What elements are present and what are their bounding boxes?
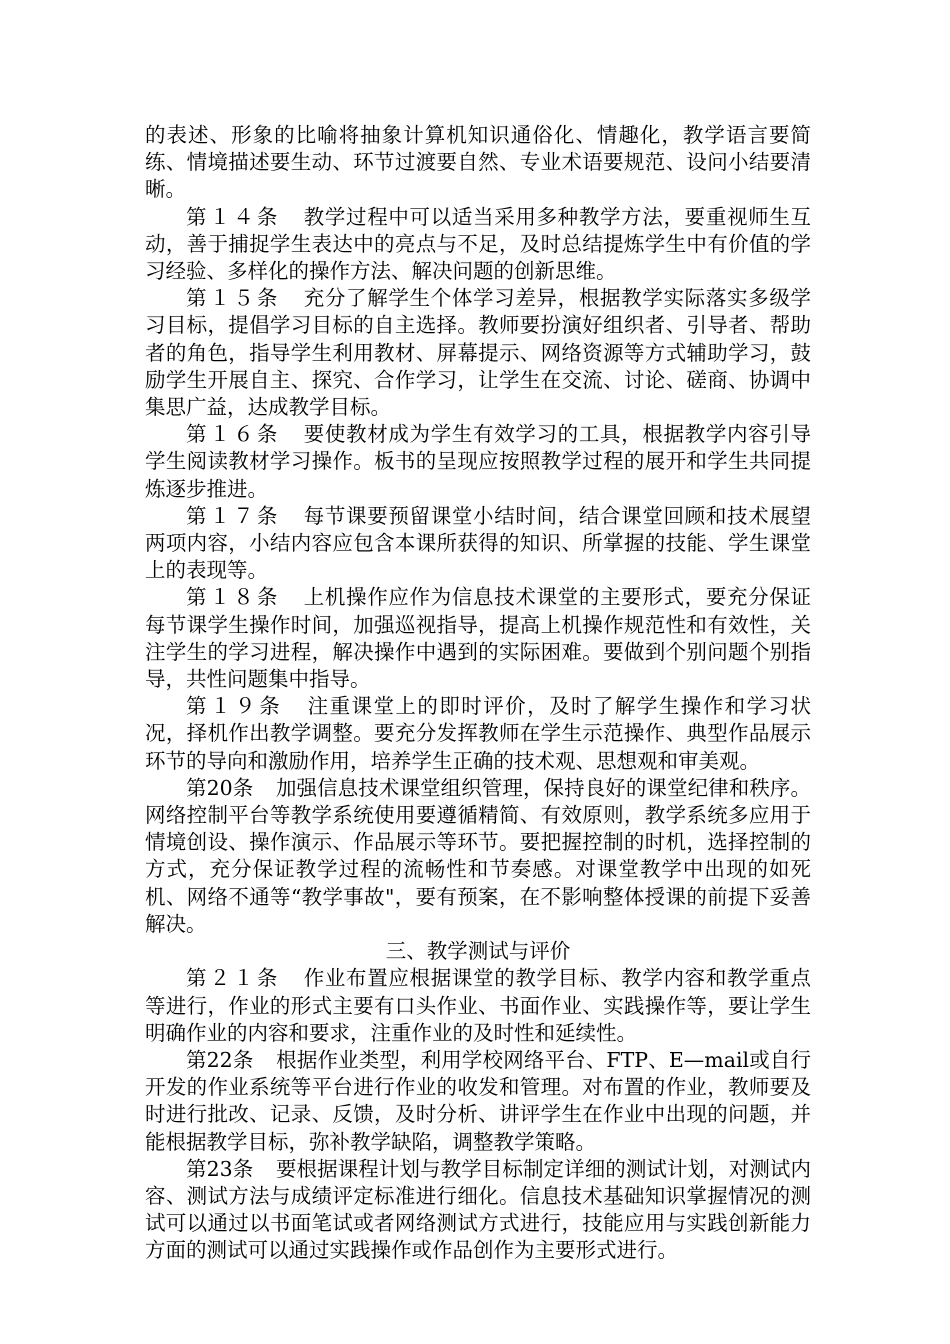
article-20 bbox=[145, 775, 811, 938]
article-number: 第１５条 bbox=[186, 286, 281, 311]
article-text: 上机操作应作为信息技术课堂的主要形式，要充分保证每节课学生操作时间，加强巡视指导，提高上机操作规范性和有效性，关注学生的学习进程，解决操作中遇到的实际困难。要做到个别问题个别指导，共性问题集中指导。 bbox=[145, 585, 811, 692]
article-number: 第１８条 bbox=[186, 585, 281, 610]
article-16 bbox=[145, 421, 811, 503]
article-number: 第22条 bbox=[186, 1047, 254, 1072]
article-19 bbox=[145, 693, 811, 775]
article-text: 充分了解学生个体学习差异，根据教学实际落实多级学习目标，提倡学习目标的自主选择。教师要扮演好组织者、引导者、帮助者的角色，指导学生利用教材、屏幕提示、网络资源等方式辅助学习，鼓励学生开展自主、探究、合作学习，让学生在交流、讨论、磋商、协调中集思广益，达成教学目标。 bbox=[145, 286, 811, 420]
article-number: 第１７条 bbox=[186, 503, 281, 528]
article-number: 第１６条 bbox=[186, 422, 281, 447]
article-text: 加强信息技术课堂组织管理，保持良好的课堂纪律和秩序。网络控制平台等教学系统使用要遵循精简、有效原则，教学系统多应用于情境创设、操作演示、作品展示等环节。要把握控制的时机，选择控制的方式，充分保证教学过程的流畅性和节奏感。对课堂教学中出现的如死机、网络不通等“教学事故"，要有预案，在不影响整体授课的前提下妥善解决。 bbox=[145, 775, 812, 936]
article-22 bbox=[145, 1047, 811, 1156]
intro-paragraph: 的表述、形象的比喻将抽象计算机知识通俗化、情趣化，教学语言要简练、情境描述要生动、环节过渡要自然、专业术语要规范、设问小结要清晰。 bbox=[145, 123, 811, 202]
article-number: 第１４条 bbox=[186, 204, 281, 229]
article-18 bbox=[145, 584, 811, 693]
section-heading: 三、教学测试与评价 bbox=[385, 939, 571, 964]
document-page bbox=[145, 122, 811, 1265]
article-text: 根据作业类型，利用学校网络平台、FTP、E—mail或自行开发的作业系统等平台进行作业的收发和管理。对布置的作业，教师要及时进行批改、记录、反馈，及时分析、讲评学生在作业中出现的问题，并能根据教学目标，弥补教学缺陷，调整教学策略。 bbox=[145, 1047, 811, 1154]
article-number: 第２１条 bbox=[186, 966, 281, 991]
article-23 bbox=[145, 1156, 811, 1265]
article-text: 每节课要预留课堂小结时间，结合课堂回顾和技术展望两项内容，小结内容应包含本课所获得的知识、所掌握的技能、学生课堂上的表现等。 bbox=[145, 503, 811, 583]
article-text: 要使教材成为学生有效学习的工具，根据教学内容引导学生阅读教材学习操作。板书的呈现应按照教学过程的展开和学生共同提炼逐步推进。 bbox=[145, 422, 811, 501]
article-21 bbox=[145, 965, 811, 1047]
article-text: 作业布置应根据课堂的教学目标、教学内容和教学重点等进行，作业的形式主要有口头作业、书面作业、实践操作等，要让学生明确作业的内容和要求，注重作业的及时性和延续性。 bbox=[145, 966, 811, 1045]
article-text: 注重课堂上的即时评价，及时了解学生操作和学习状况，择机作出教学调整。要充分发挥教师在学生示范操作、典型作品展示环节的导向和激励作用，培养学生正确的技术观、思想观和审美观。 bbox=[145, 694, 812, 773]
article-number: 第20条 bbox=[186, 775, 254, 800]
article-15 bbox=[145, 285, 811, 421]
article-number: 第23条 bbox=[186, 1156, 254, 1181]
article-number: 第１９条 bbox=[186, 694, 284, 719]
article-14 bbox=[145, 204, 811, 286]
article-text: 教学过程中可以适当采用多种教学方法，要重视师生互动，善于捕捉学生表达中的亮点与不足，及时总结提炼学生中有价值的学习经验、多样化的操作方法、解决问题的创新思维。 bbox=[145, 204, 811, 284]
article-17 bbox=[145, 503, 811, 585]
article-text: 要根据课程计划与教学目标制定详细的测试计划，对测试内容、测试方法与成绩评定标准进行细化。信息技术基础知识掌握情况的测试可以通过以书面笔试或者网络测试方式进行，技能应用与实践创新能力方面的测试可以通过实践操作或作品创作为主要形式进行。 bbox=[145, 1156, 812, 1263]
